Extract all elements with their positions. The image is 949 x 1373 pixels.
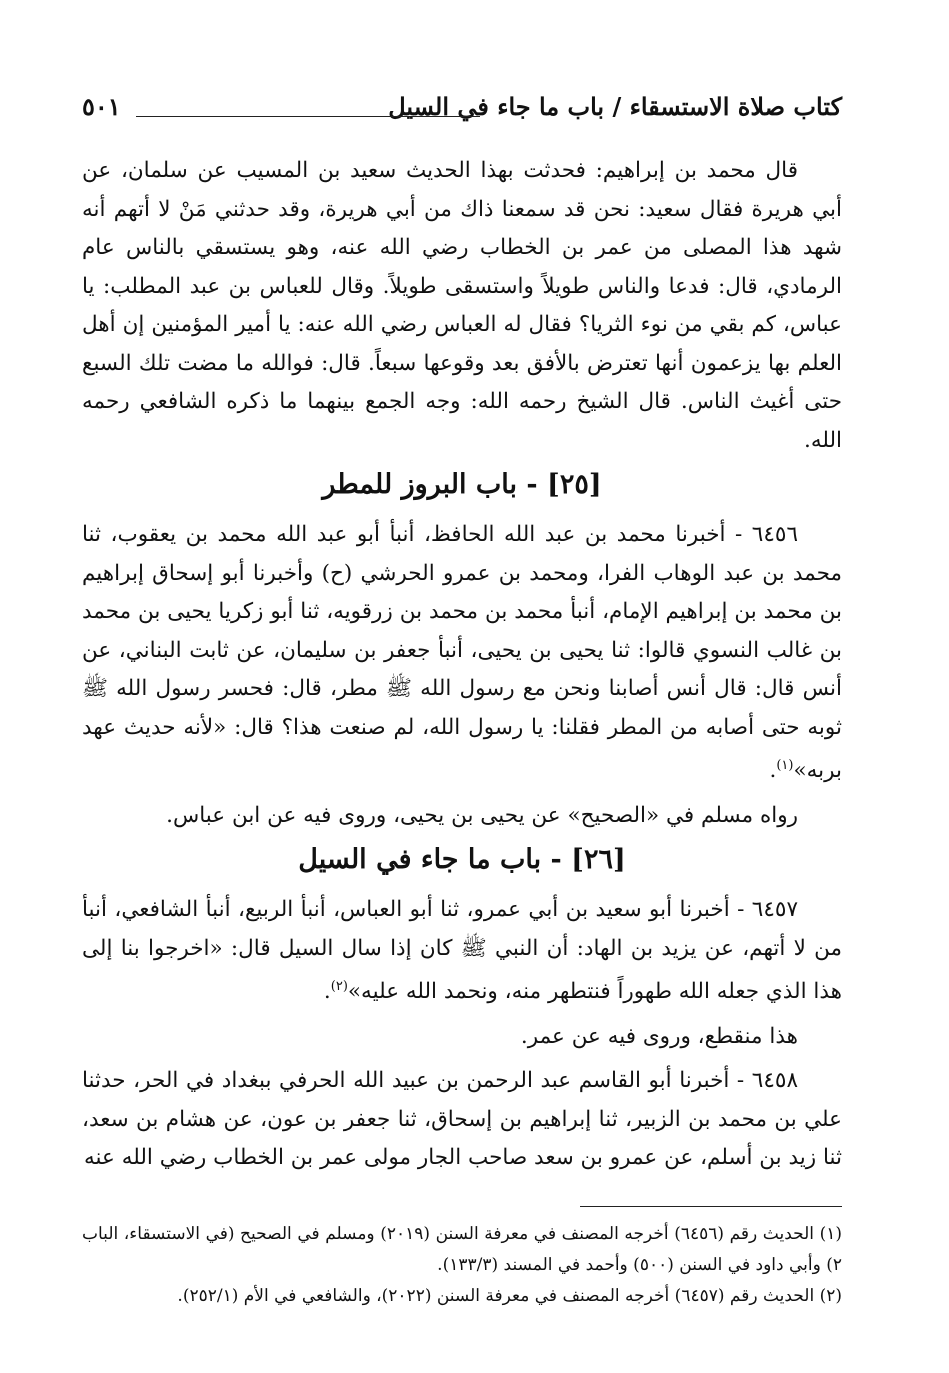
chapter-heading: [٢٥] - باب البروز للمطر xyxy=(322,469,602,500)
header-rule xyxy=(136,116,480,117)
chapter-heading: [٢٦] - باب ما جاء في السيل xyxy=(298,844,626,876)
footnote: (٢) الحديث رقم (٦٤٥٧) أخرجه المصنف في معرفة السنن (٢٠٢٢)، والشافعي في الأم (٢٥٢/١). xyxy=(177,1285,842,1306)
hadith-paragraph: ٦٤٥٨ - أخبرنا أبو القاسم عبد الرحمن بن عبيد الله الحرفي ببغداد في الحر، حدثنا علي بن محمد بن الزبير، ثنا إبراهيم بن إسحاق، ثنا جعفر بن عون، عن هشام بن سعد، ثنا زيد بن أسلم، عن عمرو بن سعد صاحب الجار مولى عمر بن الخطاب رضي الله عنه xyxy=(82,1068,842,1171)
footnote-rule xyxy=(580,1206,842,1207)
page-number: ٥٠١ xyxy=(82,92,121,121)
paragraph: هذا منقطع، وروى فيه عن عمر. xyxy=(520,1023,798,1049)
footnote-ref[interactable]: (١) xyxy=(776,758,794,773)
hadith-text: ٦٤٥٦ - أخبرنا محمد بن عبد الله الحافظ، أنبأ أبو عبد الله محمد بن يعقوب، ثنا محمد بن عبد الوهاب الفرا، ومحمد بن عمرو الحرشي (ح) وأخبرنا أبو إسحاق إبراهيم بن محمد بن إبراهيم الإمام، أنبأ محمد بن محمد بن زرقويه، ثنا أبو زكريا يحيى بن محمد بن غالب النسوي قالوا: ثنا يحيى بن يحيى، أنبأ جعفر بن سليمان، عن ثابت البناني، عن أنس قال: قال أنس أصابنا ونحن مع رسول الله ﷺ مطر، قال: فحسر رسول الله ﷺ ثوبه حتى أصابه من المطر فقلنا: يا رسول الله، لم صنعت هذا؟ قال: «لأنه حديث عهد بربه» xyxy=(82,522,842,784)
main-text xyxy=(82,152,842,1178)
hadith-paragraph: ٦٤٥٦ - أخبرنا محمد بن عبد الله الحافظ، أنبأ أبو عبد الله محمد بن يعقوب، ثنا محمد بن عبد الوهاب الفرا، ومحمد بن عمرو الحرشي (ح) وأخبرنا أبو إسحاق إبراهيم بن محمد بن إبراهيم الإمام، أنبأ محمد بن محمد بن زرقويه، ثنا أبو زكريا يحيى بن محمد بن غالب النسوي قالوا: ثنا يحيى بن يحيى، أنبأ جعفر بن سليمان، عن ثابت البناني، عن أنس قال: قال أنس أصابنا ونحن مع رسول الله ﷺ مطر، قال: فحسر رسول الله ﷺ ثوبه حتى أصابه من المطر فقلنا: يا رسول الله، لم صنعت هذا؟ قال: «لأنه حديث عهد بربه»$^{(١)}$. xyxy=(82,522,842,784)
hadith-text: ٦٤٥٧ - أخبرنا أبو سعيد بن أبي عمرو، ثنا أبو العباس، أنبأ الربيع، أنبأ الشافعي، أنبأ من لا أتهم، عن يزيد بن الهاد: أن النبي ﷺ كان إذا سال السيل قال: «اخرجوا بنا إلى هذا الذي جعله الله طهوراً فنتطهر منه، ونحمد الله عليه» xyxy=(82,897,842,1005)
paragraph: قال محمد بن إبراهيم: فحدثت بهذا الحديث سعيد بن المسيب عن سلمان، عن أبي هريرة فقال سعيد: نحن قد سمعنا ذاك من أبي هريرة، وقد حدثني مَنْ لا أتهم أنه شهد هذا المصلى من عمر بن الخطاب رضي الله عنه، وهو يستسقي بالناس عام الرمادي، قال: فدعا والناس طويلاً واستسقى طويلاً. وقال للعباس بن عبد المطلب: يا عباس، كم بقي من نوء الثريا؟ فقال له العباس رضي الله عنه: يا أمير المؤمنين إن أهل العلم بها يزعمون أنها تعترض بالأفق بعد وقوعها سبعاً. قال: فوالله ما مضت تلك السبع حتى أغيث الناس. قال الشيخ رحمه الله: وجه الجمع بينهما ما ذكره الشافعي رحمه الله. xyxy=(82,158,842,453)
footnote-ref[interactable]: (٢) xyxy=(330,979,348,995)
paragraph: رواه مسلم في «الصحيح» عن يحيى بن يحيى، وروى فيه عن ابن عباس. xyxy=(166,802,798,828)
page-header xyxy=(82,92,842,128)
footnote: (١) الحديث رقم (٦٤٥٦) أخرجه المصنف في معرفة السنن (٢٠١٩) ومسلم في الصحيح (في الاستسقاء، الباب ٢) وأبي داود في السنن (٥٠٠) وأحمد في المسند (١٣٣/٣). xyxy=(82,1223,842,1275)
hadith-paragraph: ٦٤٥٧ - أخبرنا أبو سعيد بن أبي عمرو، ثنا أبو العباس، أنبأ الربيع، أنبأ الشافعي، أنبأ من لا أتهم، عن يزيد بن الهاد: أن النبي ﷺ كان إذا سال السيل قال: «اخرجوا بنا إلى هذا الذي جعله الله طهوراً فنتطهر منه، ونحمد الله عليه»$^{(٢)}$. xyxy=(82,897,842,1005)
footnotes xyxy=(82,1219,842,1312)
page xyxy=(82,92,842,1312)
running-title: كتاب صلاة الاستسقاء / باب ما جاء في السيل xyxy=(388,92,842,121)
